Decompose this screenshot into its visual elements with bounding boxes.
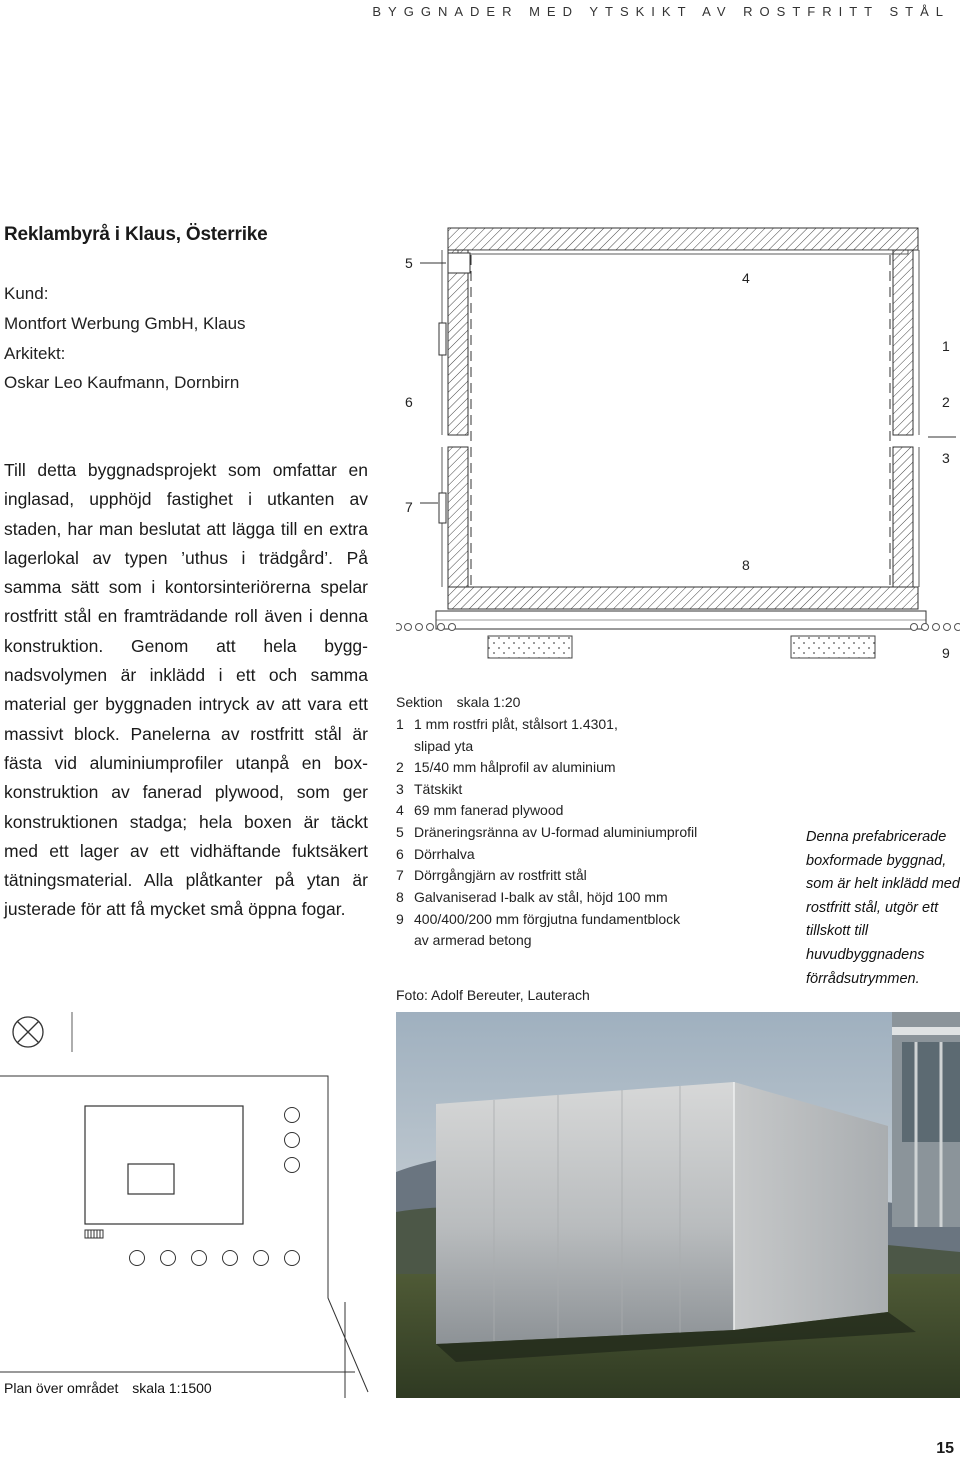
foundation-right bbox=[791, 636, 875, 658]
legend-item-cont: slipad yta bbox=[414, 738, 474, 754]
legend-item: 5 Dräneringsränna av U-formad aluminiumprofil bbox=[396, 824, 698, 840]
legend-item-cont: av armerad betong bbox=[414, 932, 532, 948]
legend-item: 2 15/40 mm hålprofil av aluminium bbox=[396, 759, 616, 775]
label-5: 5 bbox=[405, 255, 413, 271]
grid-element-icon bbox=[85, 1230, 103, 1238]
building-photo bbox=[396, 1012, 960, 1398]
section-scale: skala 1:20 bbox=[456, 694, 521, 710]
client-label: Kund: bbox=[4, 284, 49, 303]
legend-item: 4 69 mm fanerad plywood bbox=[396, 802, 564, 818]
storage-box bbox=[128, 1164, 174, 1194]
site-plan-caption bbox=[4, 1380, 212, 1396]
site-plan-drawing bbox=[0, 1012, 372, 1398]
label-6: 6 bbox=[405, 394, 413, 410]
legend-item: 8 Galvaniserad I-balk av stål, höjd 100 mm bbox=[396, 889, 668, 905]
right-wall-lower bbox=[893, 447, 913, 587]
architect-name: Oskar Leo Kaufmann, Dornbirn bbox=[4, 373, 240, 392]
label-7: 7 bbox=[405, 499, 413, 515]
section-drawing bbox=[396, 215, 960, 660]
north-arrow-icon bbox=[13, 1017, 43, 1047]
roof-slab bbox=[448, 228, 918, 250]
label-4: 4 bbox=[742, 270, 750, 286]
label-8: 8 bbox=[742, 557, 750, 573]
body-text: Till detta byggnadsprojekt som omfattar en inglasad, upphöjd fastighet i utkanten av staden, har man beslutat att lägga till en extra lagerlokal av typen ’uthus i trädgård’. På samma sätt som i kontorsinteriörerna spelar rostfritt stål en framträdande roll även i denna konstruktion. Genom att hela byggnadsvolymen är inklädd i ett och samma material ger byggnaden intryck av att vara ett massivt block. Panelerna av rostfritt stål är fästa vid aluminiumprofiler utanpå en boxkonstruktion av fanerad plywood, som ger konstruktionen stadga; hela boxen är täckt med ett lager av ett vidhäftande fuktsäkert tätningsmaterial. Alla plåtkanter på ytan är justerade för att få mycket små öppna fogar. bbox=[4, 460, 368, 920]
right-wall-upper bbox=[893, 250, 913, 435]
legend-item: 3 Tätskikt bbox=[396, 781, 463, 797]
legend-item: 9 400/400/200 mm förgjutna fundamentblock bbox=[396, 911, 681, 927]
main-building bbox=[85, 1106, 243, 1224]
label-3: 3 bbox=[942, 450, 950, 466]
legend-item: 7 Dörrgångjärn av rostfritt stål bbox=[396, 867, 587, 883]
site-plan-label: Plan över området bbox=[4, 1380, 119, 1396]
section-heading-text: Sektion bbox=[396, 694, 443, 710]
label-1: 1 bbox=[942, 338, 950, 354]
label-9: 9 bbox=[942, 645, 950, 660]
legend-item: 6 Dörrhalva bbox=[396, 846, 475, 862]
legend-item: 1 1 mm rostfri plåt, stålsort 1.4301, bbox=[396, 716, 618, 732]
section-heading bbox=[396, 694, 520, 710]
architect-label: Arkitekt: bbox=[4, 344, 66, 363]
photo-credit: Foto: Adolf Bereuter, Lauterach bbox=[396, 987, 590, 1003]
client-name: Montfort Werbung GmbH, Klaus bbox=[4, 314, 246, 333]
page-number: 15 bbox=[936, 1440, 954, 1457]
floor-slab bbox=[448, 587, 918, 609]
trees bbox=[130, 1108, 300, 1266]
left-wall-upper bbox=[448, 250, 468, 435]
running-header: BYGGNADER MED YTSKIKT AV ROSTFRITT STÅL bbox=[372, 4, 950, 19]
left-wall-lower bbox=[448, 447, 468, 587]
project-title: Reklambyrå i Klaus, Österrike bbox=[4, 224, 268, 245]
label-2: 2 bbox=[942, 394, 950, 410]
foundation-left bbox=[488, 636, 572, 658]
photo-caption: Denna prefabricerade boxformade byggnad, som är helt inklädd med rostfritt stål, utgör ett tillskott till huvudbyggnadens förrådsutrymmen. bbox=[806, 829, 960, 987]
site-plan-scale: skala 1:1500 bbox=[132, 1380, 212, 1396]
